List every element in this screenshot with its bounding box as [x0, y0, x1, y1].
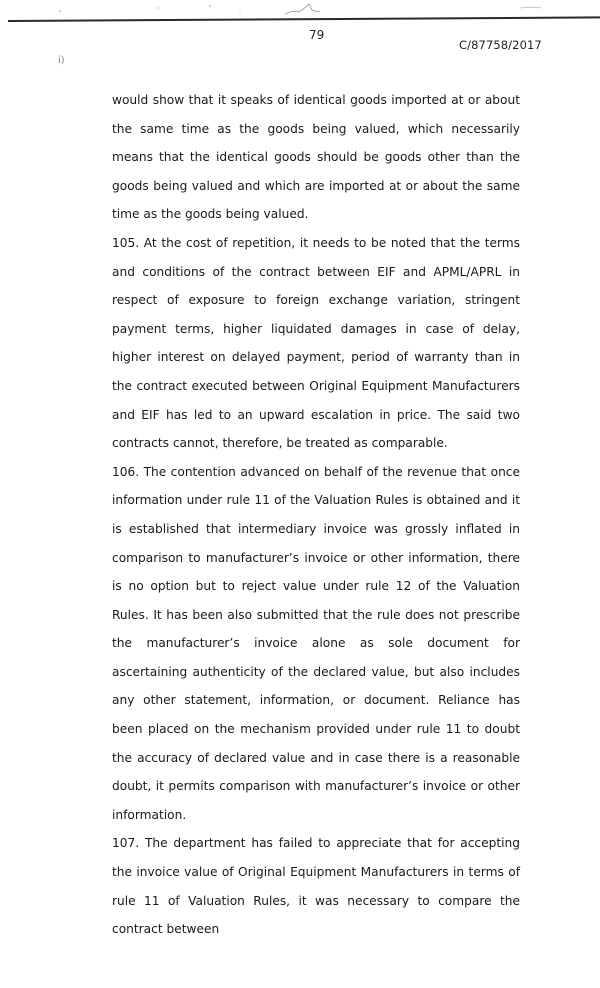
- paragraph-number: 107.: [112, 836, 140, 851]
- paragraph-number: 106.: [112, 464, 140, 479]
- paragraph-number: 105.: [112, 235, 140, 250]
- margin-mark: i): [58, 55, 65, 66]
- paragraph-text: would show that it speaks of identical goods imported at or about the same time as the goods being valued, which necessarily means that the identical goods should be goods other than the goods being valued and which are imported at or about the same time as the goods being valued.: [112, 93, 520, 222]
- paragraph-text: The contention advanced on behalf of the revenue that once information under rule 11 of the Valuation Rules is obtained and it is established that intermediary invoice was grossly inflated in comparison to manufacturer’s invoice or other information, there is no option but to reject value under rule 12 of the Valuation Rules. It has been also submitted that the rule does not prescribe the manufacturer’s invoice alone as sole document for ascertaining authenticity of the declared value, but also includes any other statement, information, or document. Reliance has been placed on the mechanism provided under rule 11 to doubt the accuracy of declared value and in case there is a reasonable doubt, it permits comparison with manufacturer’s invoice or other information.: [112, 464, 520, 822]
- paragraph-105: [112, 229, 520, 458]
- paragraph-106: [112, 458, 520, 830]
- paragraph-continuation: [112, 86, 520, 229]
- paragraph-107: [112, 829, 520, 943]
- case-number: C/87758/2017: [459, 38, 542, 52]
- paragraph-text: The department has failed to appreciate that for accepting the invoice value of Original Equipment Manufacturers in terms of rule 11 of Valuation Rules, it was necessary to compare the contract between: [112, 836, 520, 937]
- paragraph-text: At the cost of repetition, it needs to be noted that the terms and conditions of the contract between EIF and APML/APRL in respect of exposure to foreign exchange variation, stringent payment terms, higher liquidated damages in case of delay, higher interest on delayed payment, period of warranty than in the contract executed between Original Equipment Manufacturers and EIF has led to an upward escalation in price. The said two contracts cannot, therefore, be treated as comparable.: [112, 235, 521, 451]
- page-number: 79: [309, 28, 325, 42]
- document-body: [112, 86, 520, 944]
